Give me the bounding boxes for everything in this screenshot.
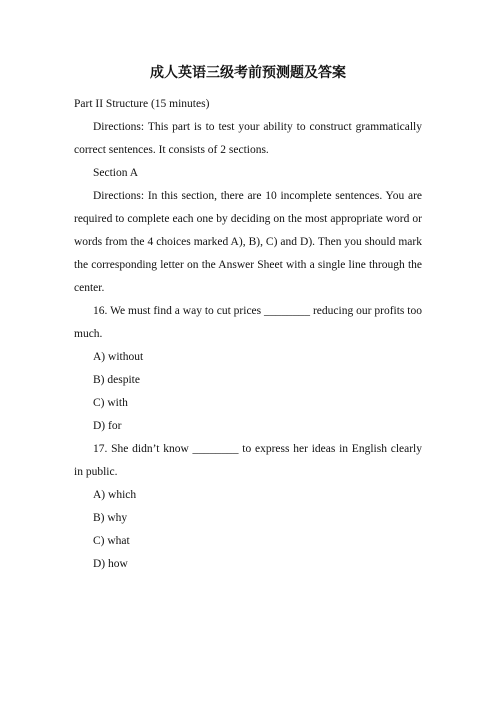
answer-option-c: C) with <box>93 397 128 409</box>
directions-paragraph: Directions: This part is to test your ability to construct grammatically correct sentences. It consists of 2 sections. <box>74 121 422 156</box>
answer-option-a: A) which <box>93 489 137 501</box>
document-title: 成人英语三级考前预测题及答案 <box>150 65 346 81</box>
question-stem: 17. She didn’t know ________ to express her ideas in English clearly in public. <box>74 443 422 478</box>
answer-option-c: C) what <box>93 535 130 547</box>
section-heading: Section A <box>93 167 139 179</box>
document-body <box>74 93 422 576</box>
answer-option-a: A) without <box>93 351 144 363</box>
answer-option-b: B) despite <box>93 374 140 386</box>
answer-option-d: D) for <box>93 420 122 432</box>
question-17 <box>74 438 422 576</box>
answer-option-b: B) why <box>93 512 128 524</box>
question-16 <box>74 300 422 438</box>
part-heading: Part II Structure (15 minutes) <box>74 98 210 110</box>
question-stem: 16. We must find a way to cut prices ________ reducing our profits too much. <box>74 305 422 340</box>
section-directions-paragraph: Directions: In this section, there are 10 incomplete sentences. You are required to complete each one by deciding on the most appropriate word or words from the 4 choices marked A), B), C) and D). Then you should mark the corresponding letter on the Answer Sheet with a single line through the center. <box>74 190 422 294</box>
answer-option-d: D) how <box>93 558 128 570</box>
